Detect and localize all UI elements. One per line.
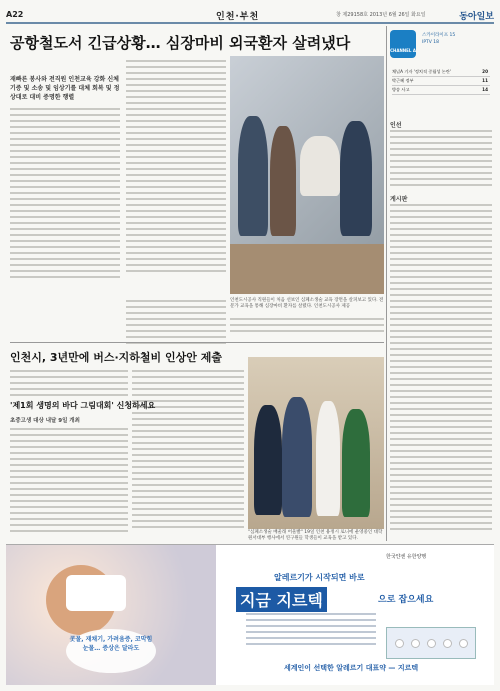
ad-bubble-text: 콧물, 재채기, 가려움증, 코막힘 눈물… 증상은 달라도 [66, 629, 156, 673]
row-label: 채널A 기자 '정치적 중립성 논란' [392, 69, 452, 74]
row-value: 11 [482, 78, 488, 83]
notice-headline: '제1회 생명의 바다 그림대회' 신청하세요 [10, 401, 156, 410]
pill-icon [427, 639, 436, 648]
pill-icon [395, 639, 404, 648]
ad-copy [246, 613, 376, 649]
sidebar-section-title: 게시판 [390, 196, 408, 203]
ad-title-suffix: 으로 잡으세요 [378, 595, 434, 605]
ad-title-line1: 알레르기가 시작되면 바로 [274, 573, 365, 582]
story2-body-col2 [132, 370, 244, 532]
row-value: 14 [482, 87, 488, 92]
lead-photo-caption: 인천도시공사 직원들이 처음 선보인 심폐소생술 교육 장면을 살펴보고 있다. 전문가 교육을 통해 심장마비 환자를 살렸다. 인천도시공사 제공 [230, 298, 384, 309]
ad-title-main: 지금 지르텍 [236, 587, 327, 612]
pill-icon [411, 639, 420, 648]
channel-box [388, 26, 494, 116]
row-value: 20 [482, 69, 488, 74]
story2-photo [248, 357, 384, 529]
ad-tagline: 세계인이 선택한 알레르기 대표약 — 지르텍 [284, 664, 419, 672]
sidebar-section-title: 인선 [390, 122, 402, 129]
sidebar [388, 26, 494, 541]
ad-photo [6, 545, 216, 685]
advertisement [6, 544, 494, 685]
row-label: 방송 사고 [392, 87, 410, 92]
table-row [392, 77, 490, 86]
ad-brand-logos: 한국얀센 유한양행 [386, 554, 427, 560]
channel-logo-text: CHANNEL A [390, 48, 416, 53]
table-row [392, 68, 490, 77]
story2-headline: 인천시, 3년만에 버스·지하철비 인상안 제출 [10, 351, 222, 364]
pill-icon [459, 639, 468, 648]
channel-logo [390, 30, 416, 58]
section-name: 인천·부천 [216, 12, 260, 22]
lead-headline: 공항철도서 긴급상황… 심장마비 외국환자 살려냈다 [10, 34, 351, 52]
lead-photo [230, 56, 384, 294]
section-divider [10, 342, 384, 343]
row-label: 박근혜 정부 [392, 78, 414, 83]
pill-icon [443, 639, 452, 648]
lead-body-col3 [126, 300, 226, 348]
column-divider [386, 26, 387, 541]
story2-photo-caption: "심폐소생술 배울래 어울빨" 19일 인천 용정시 로니에 운영중인 대학원서대부 행사에서 연구원들 학생들이 교육을 받고 있다. [248, 530, 383, 541]
ad-product-image [386, 627, 476, 659]
issue-date: 창 제29158호 2013년 6월 26일 화요일 [336, 12, 426, 18]
lead-body-col1 [10, 108, 120, 282]
masthead [6, 8, 494, 24]
channel-item: IPTV 18 [422, 40, 440, 45]
table-row [392, 86, 490, 95]
lead-subhead: 재빠른 봉사와 전직원 인천교육 강화 신체기증 및 소송 및 임상기를 대체 회복 및 정상대로 대비 증명한 행렬 [10, 76, 120, 101]
paper-name: 동아일보 [459, 12, 494, 22]
sidebar-body-1 [390, 130, 492, 190]
channel-item: 스카이라이프 15 [422, 33, 456, 38]
notice-box [10, 400, 156, 540]
notice-body [10, 428, 128, 536]
lead-body-col2 [126, 60, 226, 276]
sidebar-body-2 [390, 204, 492, 534]
story2-body-col1 [10, 370, 128, 400]
notice-subhead: 초중고생 대상 내달 9일 개최 [10, 418, 80, 424]
page-number: A22 [6, 10, 24, 19]
lead-body-col4 [230, 318, 384, 336]
channel-table [392, 68, 490, 95]
